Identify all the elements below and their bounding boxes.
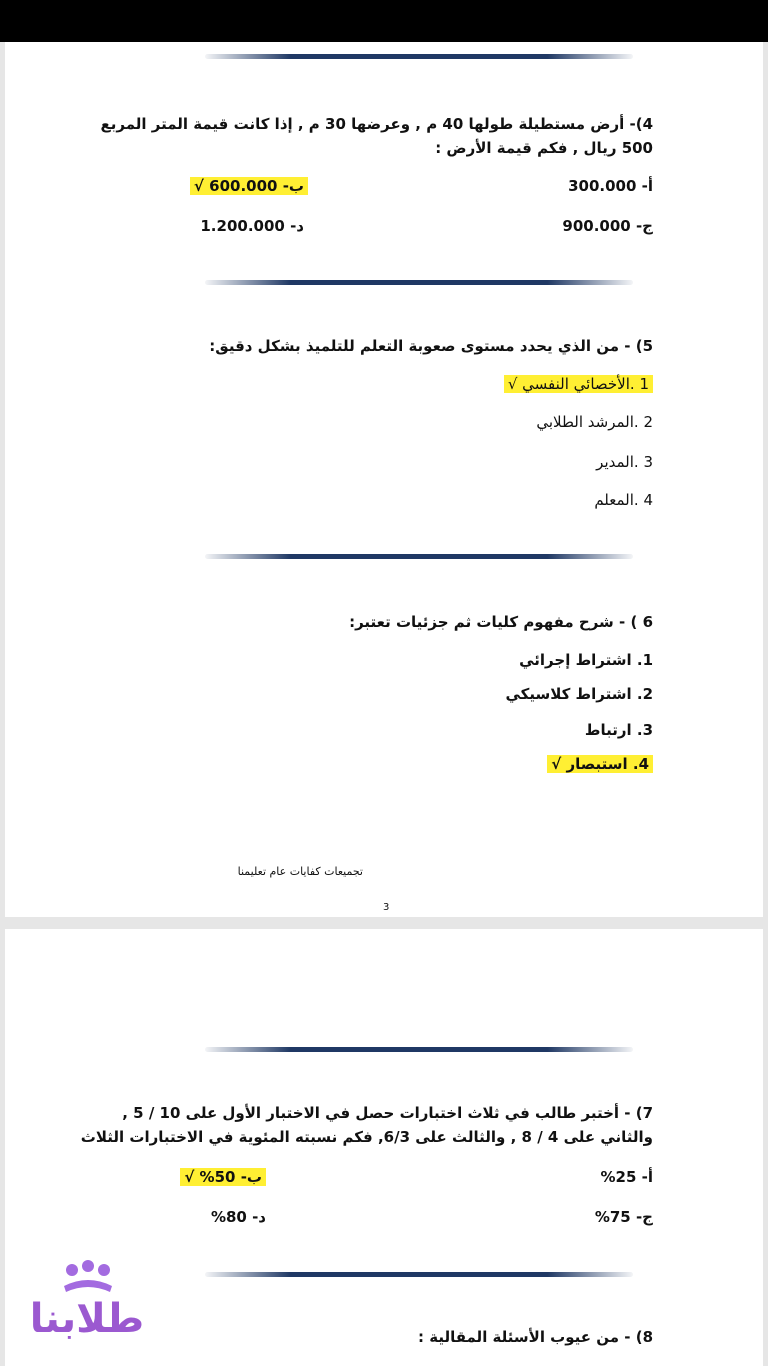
q4-text-line1: 4)- أرض مستطيلة طولها 40 م , وعرضها 30 م , إذا كانت قيمة المتر المربع: [100, 115, 653, 133]
page-number: 3: [383, 902, 390, 913]
document-page-1: [5, 42, 763, 917]
q6-question: 6 ) - شرح مفهوم كليات ثم جزئيات تعتبر:: [349, 613, 653, 631]
q4-option-d: د- 1.200.000: [200, 217, 304, 235]
q7-option-a: أ- 25%: [600, 1168, 653, 1186]
separator-line: [205, 554, 633, 559]
q5-option-2: 2 .المرشد الطلابي: [536, 413, 653, 431]
q6-option-2: 2. اشتراط كلاسيكي: [505, 685, 653, 703]
separator-line: [205, 280, 633, 285]
logo-text: طلابنا: [29, 1296, 145, 1340]
q5-option-1-highlight: 1 .الأخصائي النفسي √: [504, 375, 653, 393]
separator-line: [205, 1047, 633, 1052]
q4-option-a: أ- 300.000: [568, 177, 653, 195]
page-footer: تجميعات كفايات عام تعليمنا: [237, 865, 363, 878]
q4-option-c: ج- 900.000: [562, 217, 653, 235]
q6-option-4: [547, 754, 653, 774]
q5-question: 5) - من الذي يحدد مستوى صعوبة التعلم للتلميذ بشكل دقيق:: [209, 337, 653, 355]
q4-option-b: [190, 176, 308, 196]
q7-option-c: ج- 75%: [594, 1208, 653, 1226]
tolabna-logo: [22, 1256, 152, 1340]
q7-text-line1: 7) - أختبر طالب في ثلاث اختبارات حصل في الاختبار الأول على 10 / 5 ,: [122, 1104, 653, 1122]
q5-option-4: 4 .المعلم: [594, 491, 653, 509]
q6-option-1: 1. اشتراط إجرائي: [519, 651, 653, 669]
q6-option-4-highlight: 4. استبصار √: [547, 755, 653, 773]
q4-text-line2: 500 ريال , فكم قيمة الأرض :: [435, 139, 653, 157]
q7-text-line2: والثاني على 4 / 8 , والثالث على 6/3, فكم نسبته المئوية في الاختبارات الثلاث: [80, 1128, 653, 1146]
q7-option-b-highlight: ب- 50% √: [180, 1168, 266, 1186]
status-bar: [0, 0, 768, 42]
q5-option-3: 3 .المدير: [596, 453, 653, 471]
q5-option-1: [504, 374, 653, 394]
q8-question: 8) - من عيوب الأسئلة المقالية :: [418, 1328, 653, 1346]
q6-option-3: 3. ارتباط: [584, 721, 653, 739]
q4-option-b-highlight: ب- 600.000 √: [190, 177, 308, 195]
q7-option-d: د- 80%: [210, 1208, 266, 1226]
q7-option-b: [180, 1167, 266, 1187]
separator-line: [205, 54, 633, 59]
separator-line: [205, 1272, 633, 1277]
